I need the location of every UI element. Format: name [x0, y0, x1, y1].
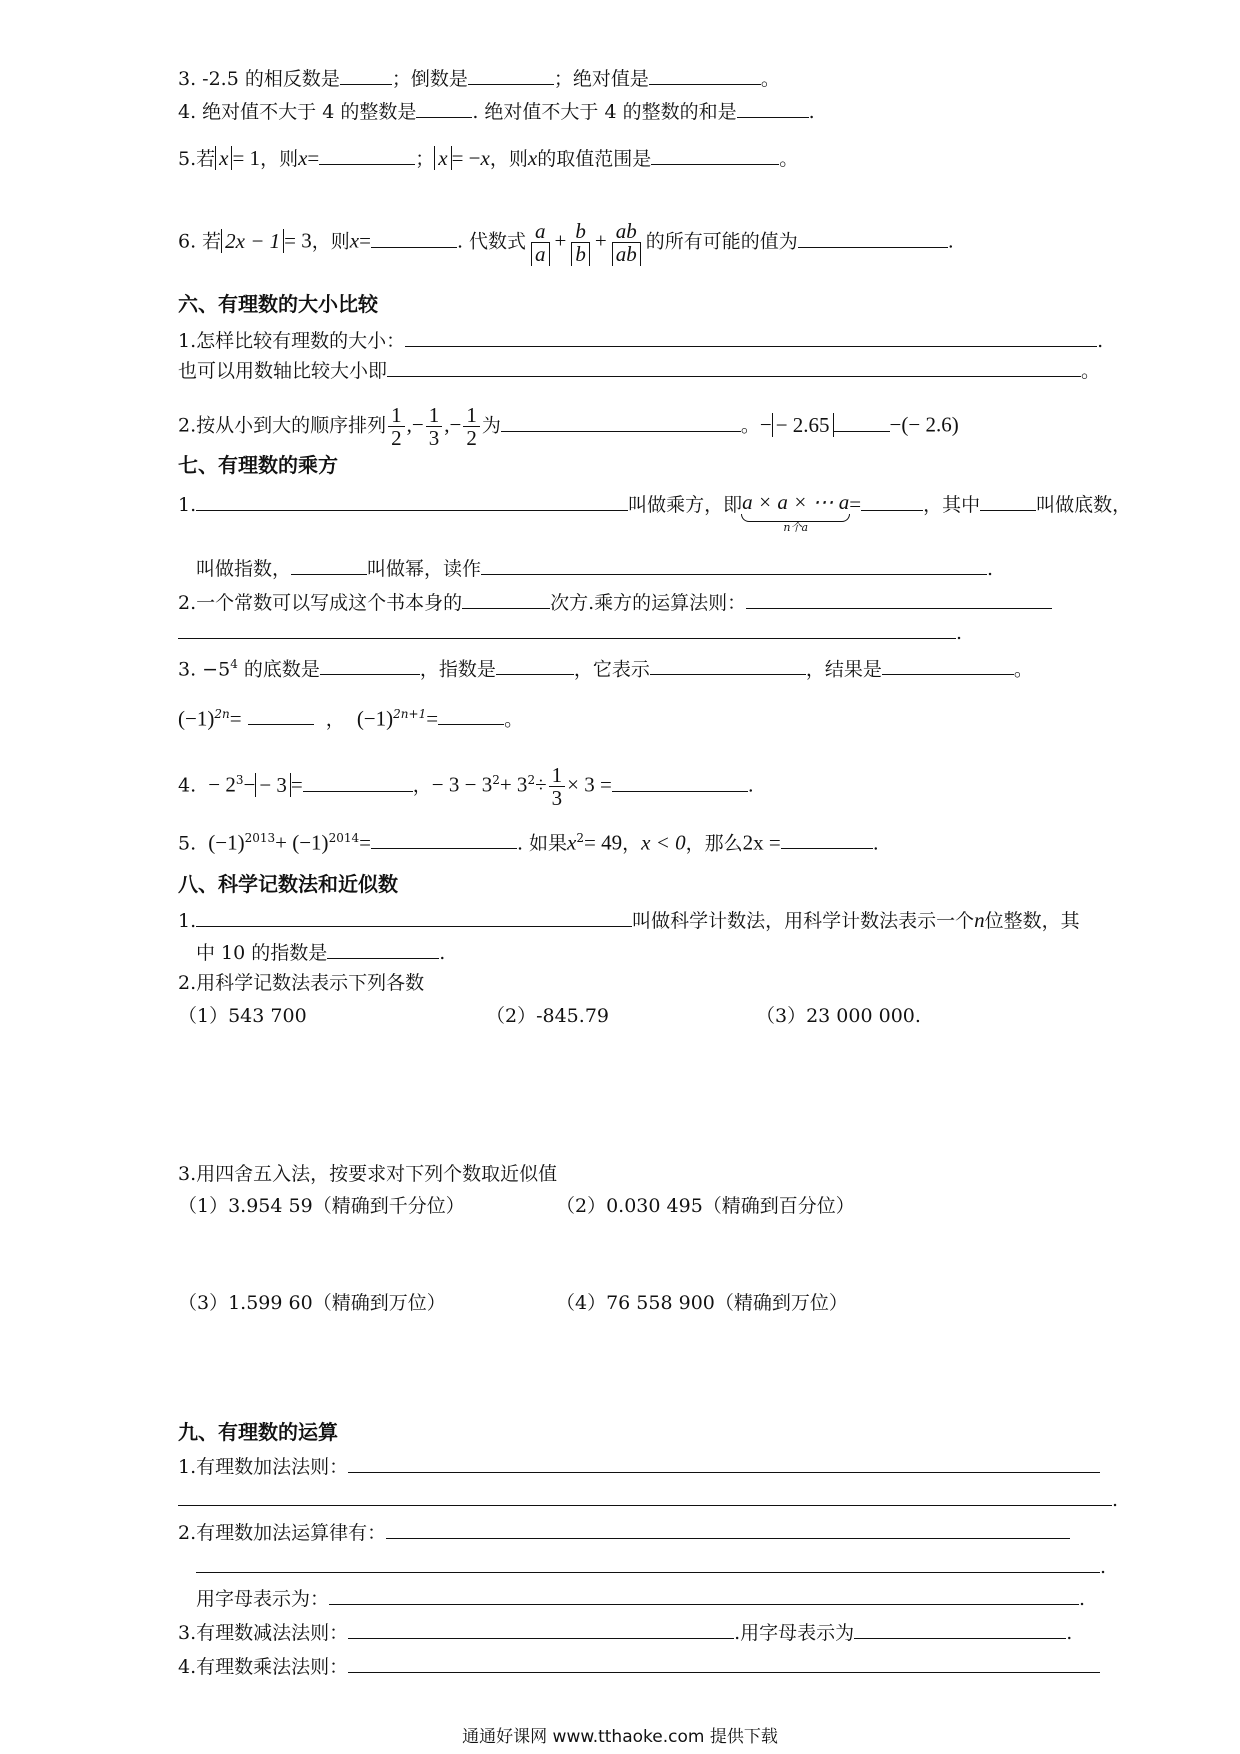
answer-blank[interactable]: [737, 97, 809, 118]
answer-blank[interactable]: [178, 1485, 1112, 1506]
answer-blank[interactable]: [798, 227, 948, 248]
s9-question-2-line2: .: [196, 1552, 1106, 1579]
answer-blank[interactable]: [303, 771, 413, 792]
answer-blank[interactable]: [980, 490, 1036, 511]
answer-blank[interactable]: [319, 144, 415, 165]
s9-question-1: 1.有理数加法法则：: [178, 1452, 1100, 1479]
section-heading: 六、有理数的大小比较: [178, 292, 378, 316]
s7-question-2-line2: .: [178, 618, 962, 645]
s9-question-2: 2.有理数加法运算律有：: [178, 1518, 1070, 1545]
section-heading: 九、有理数的运算: [178, 1420, 338, 1444]
answer-blank[interactable]: [746, 588, 1052, 609]
answer-blank[interactable]: [501, 411, 741, 432]
answer-blank[interactable]: [650, 654, 806, 675]
answer-blank[interactable]: [861, 490, 923, 511]
answer-blank[interactable]: [327, 938, 439, 959]
list-item: （3）1.599 60（精确到万位）: [178, 1292, 446, 1314]
answer-blank[interactable]: [386, 1518, 1070, 1539]
list-item: （4）76 558 900（精确到万位）: [556, 1292, 848, 1314]
s9-question-2-line3: 用字母表示为： .: [196, 1584, 1085, 1611]
section-heading: 八、科学记数法和近似数: [178, 872, 398, 896]
answer-blank[interactable]: [854, 1618, 1066, 1639]
math-expression: x: [215, 146, 232, 170]
answer-blank[interactable]: [496, 654, 574, 675]
math-expression: − 3: [255, 773, 291, 797]
fraction: $\frac{ab}{ab}$: [609, 220, 644, 265]
s9-question-3: 3.有理数减法法则： .用字母表示为 .: [178, 1618, 1072, 1645]
answer-blank[interactable]: [612, 771, 748, 792]
question-3: 3. -2.5 的相反数是 ；倒数是 ；绝对值是 。: [178, 64, 780, 91]
answer-blank[interactable]: [178, 618, 956, 639]
s7-question-2: 2.一个常数可以写成这个书本身的 次方.乘方的运算法则：: [178, 588, 1052, 615]
fraction: $\frac{1}{3}$: [426, 404, 443, 449]
s6-question-1: 1.怎样比较有理数的大小： .: [178, 326, 1103, 353]
answer-blank[interactable]: [371, 828, 517, 849]
answer-blank[interactable]: [196, 490, 628, 511]
s7-question-1-line2: 叫做指数， 叫做幂，读作 .: [196, 554, 993, 581]
answer-blank[interactable]: [468, 64, 554, 85]
list-item: （3）23 000 000.: [756, 1005, 921, 1027]
answer-blank[interactable]: [481, 554, 987, 575]
question-4: 4. 绝对值不大于 4 的整数是 . 绝对值不大于 4 的整数的和是 .: [178, 97, 815, 124]
s8-question-1: 1. 叫做科学计数法，用科学计数法表示一个n位整数，其: [178, 908, 1080, 932]
s7-question-3b: $(-1)^{2n}=$ ， $(-1)^{2n+1}=$ 。: [178, 706, 524, 731]
s8-question-1-line2: 中 10 的指数是 .: [196, 938, 445, 965]
answer-blank[interactable]: [438, 704, 504, 725]
s7-question-4: 4. − $2^3- - 3$ = ，− $3 - 3^2+ 3^2\div$ $\frac{1}{3}$ × 3 = .: [178, 763, 754, 810]
answer-blank[interactable]: [834, 411, 890, 432]
answer-blank[interactable]: [291, 554, 367, 575]
answer-blank[interactable]: [320, 654, 420, 675]
underbrace: a × a × ⋯ a n个a: [742, 490, 850, 534]
s9-question-1-line2: .: [178, 1485, 1118, 1512]
answer-blank[interactable]: [329, 1584, 1079, 1605]
answer-blank[interactable]: [416, 97, 472, 118]
s6-question-1-line2: 也可以用数轴比较大小即 。: [178, 356, 1100, 383]
answer-blank[interactable]: [196, 906, 632, 927]
answer-blank[interactable]: [387, 356, 1081, 377]
answer-blank[interactable]: [348, 1452, 1100, 1473]
list-item: （2）0.030 495（精确到百分位）: [556, 1195, 855, 1217]
list-item: （1）3.954 59（精确到千分位）: [178, 1195, 465, 1217]
answer-blank[interactable]: [405, 326, 1097, 347]
math-expression: − 2.65: [772, 413, 834, 437]
answer-blank[interactable]: [348, 1652, 1100, 1673]
section-heading: 七、有理数的乘方: [178, 453, 338, 477]
question-6: 6. 若 2x − 1 = 3，则x= . 代数式 $\frac{a}{a}$ + $\frac{b}{b}$ + $\frac{ab}{ab}$ 的所有可能的值为 .: [178, 219, 954, 266]
fraction: $\frac{1}{2}$: [388, 404, 405, 449]
answer-blank[interactable]: [348, 1618, 734, 1639]
answer-blank[interactable]: [651, 144, 779, 165]
list-item: （2）-845.79: [486, 1005, 609, 1027]
s9-question-4: 4.有理数乘法法则：: [178, 1652, 1100, 1679]
answer-blank[interactable]: [340, 64, 392, 85]
fraction: $\frac{a}{a}$: [528, 220, 553, 265]
math-expression: = 1: [232, 146, 261, 170]
s7-question-5: 5. $(-1)^{2013}+ (-1)^{2014}=$ . 如果$x^2= 49$，x < 0，那么2x = .: [178, 830, 879, 855]
answer-blank[interactable]: [781, 828, 873, 849]
answer-blank[interactable]: [649, 64, 761, 85]
answer-blank[interactable]: [371, 227, 457, 248]
math-expression: 2x − 1: [221, 229, 284, 253]
question-5: 5.若 x = 1，则x= ； x = −x，则x的取值范围是 。: [178, 146, 799, 170]
s8-question-2-title: 2.用科学记数法表示下列各数: [178, 972, 425, 994]
answer-blank[interactable]: [462, 588, 550, 609]
answer-blank[interactable]: [248, 704, 314, 725]
s8-question-3-title: 3.用四舍五入法，按要求对下列个数取近似值: [178, 1163, 558, 1185]
s7-question-1: 1. 叫做乘方，即 a × a × ⋯ a n个a = ，其中 叫做底数，: [178, 490, 1132, 534]
answer-blank[interactable]: [882, 654, 1014, 675]
s7-question-3: 3. $-5^4$ 的底数是 ，指数是 ，它表示 ，结果是 。: [178, 652, 1033, 681]
list-item: （1）543 700: [178, 1005, 307, 1027]
answer-blank[interactable]: [196, 1552, 1100, 1573]
s6-question-2: 2.按从小到大的顺序排列 $\frac{1}{2}$ ,− $\frac{1}{3}$ ,− $\frac{1}{2}$ 为 。− − 2.65 −(− 2.6): [178, 403, 959, 450]
fraction: $\frac{1}{3}$: [549, 764, 566, 809]
fraction: $\frac{1}{2}$: [463, 404, 480, 449]
fraction: $\frac{b}{b}$: [568, 220, 593, 265]
page-footer: 通通好课网 www.tthaoke.com 提供下载: [462, 1727, 778, 1747]
